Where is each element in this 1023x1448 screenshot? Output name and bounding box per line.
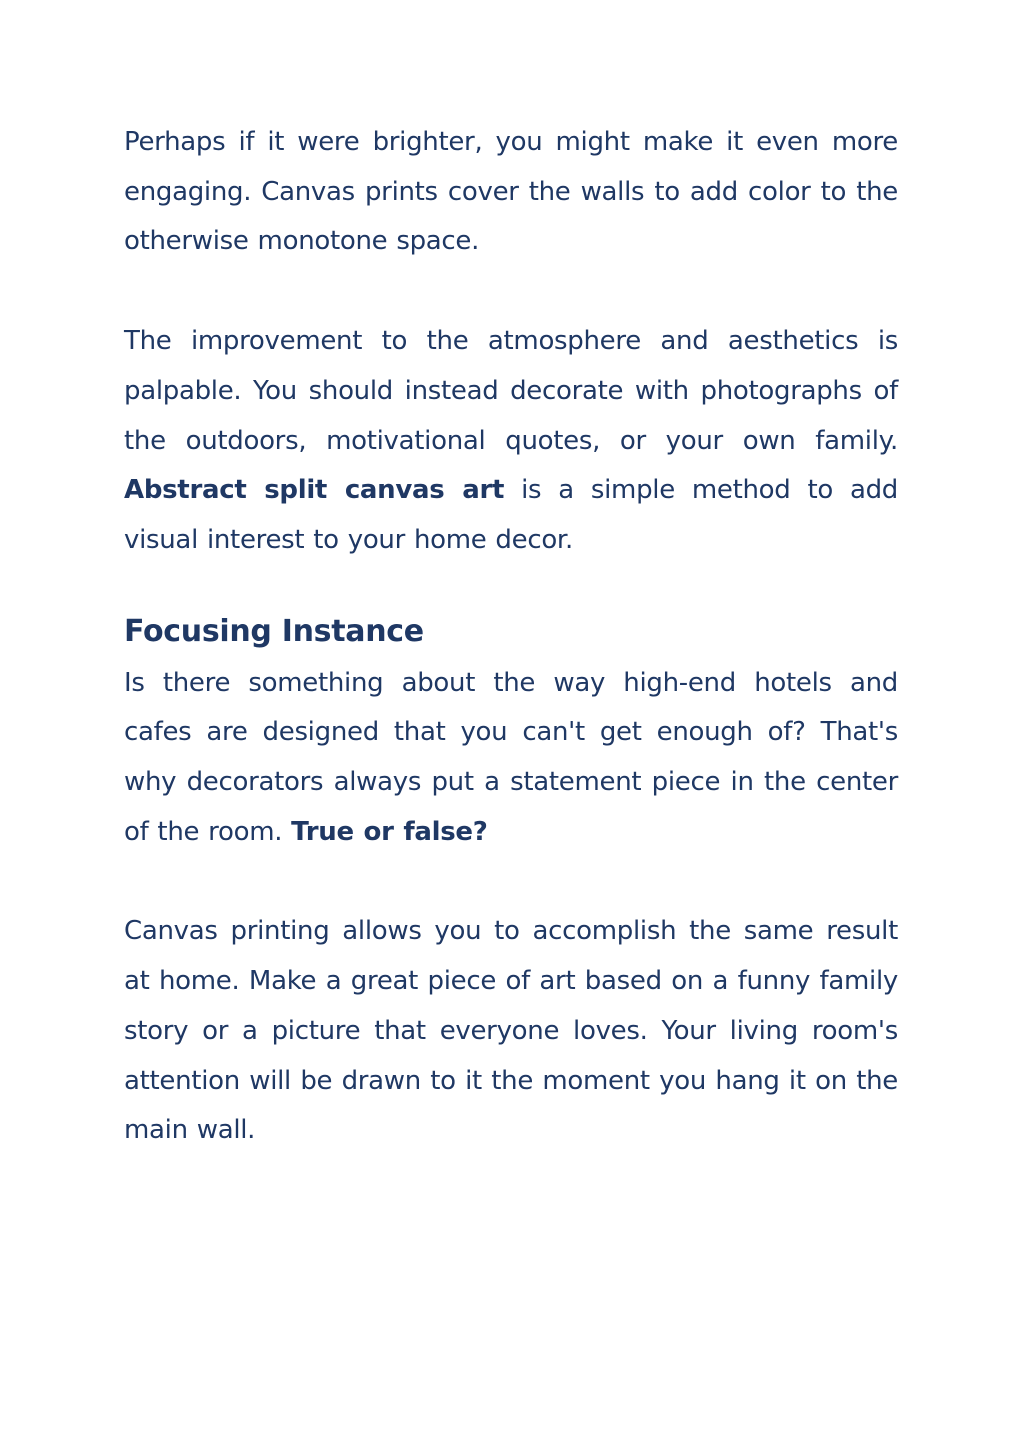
paragraph-improvement-text: The improvement to the atmosphere and aesthetics is palpable. You should instead decorate with photographs of the outdoors, motivational quotes, or your own family. bbox=[124, 326, 898, 456]
bold-phrase-abstract-split-canvas-art: Abstract split canvas art bbox=[124, 475, 505, 506]
paragraph-hotels-cafes-text: Is there something about the way high-end hotels and cafes are designed that you can't get enough of? That's why decorators always put a statement piece in the center of the room. bbox=[124, 667, 898, 847]
paragraph-spacer bbox=[124, 857, 898, 907]
paragraph-canvas-printing: Canvas printing allows you to accomplish the same result at home. Make a great piece of art based on a funny family story or a picture that everyone loves. Your living room's attention will be drawn to it the moment you hang it on the main wall. bbox=[124, 916, 898, 1146]
paragraph-intro: Perhaps if it were brighter, you might make it even more engaging. Canvas prints cover the walls to add color to the otherwise monotone space. bbox=[124, 127, 898, 257]
paragraph-spacer bbox=[124, 267, 898, 317]
document-page bbox=[124, 118, 898, 1156]
paragraph-improvement bbox=[124, 317, 898, 566]
bold-phrase-true-or-false: True or false? bbox=[291, 816, 488, 847]
paragraph-improvement-text-end: is a simple method to add visual interest to your home decor. bbox=[124, 475, 898, 555]
section-heading: Focusing Instance bbox=[124, 613, 424, 649]
paragraph-hotels-cafes bbox=[124, 659, 898, 858]
heading-spacer bbox=[124, 566, 898, 608]
